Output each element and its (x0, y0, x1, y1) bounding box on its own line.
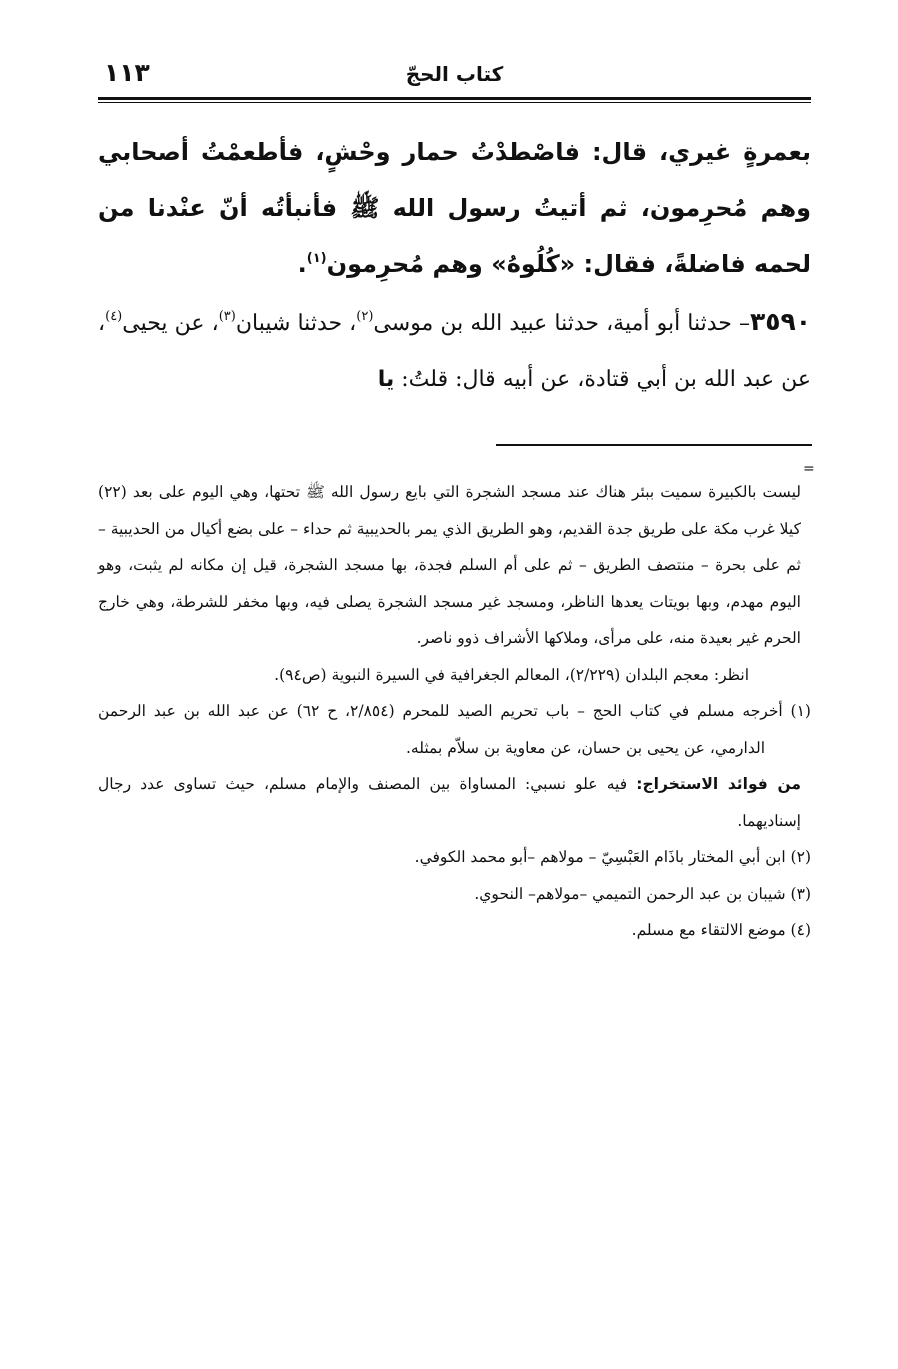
benefits-text: فيه علو نسبي: المساواة بين المصنف والإمام مسلم، حيث تساوى عدد رجال إسناديهما. (98, 775, 801, 830)
footnotes (98, 474, 811, 949)
page-number: ١١٣ (104, 58, 150, 87)
hadith-number: ٣٥٩٠ (749, 307, 811, 336)
footnote-2: (٢) ابن أبي المختار باذَام العَبْسِيّ – مولاهم –أبو محمد الكوفي. (414, 848, 811, 866)
footnote-see-also: انظر: معجم البلدان (٢/٢٢٩)، المعالم الجغرافية في السيرة النبوية (ص٩٤). (274, 665, 749, 684)
hadith-text-c: ، عن يحيى (122, 311, 219, 336)
footnote-divider (496, 444, 812, 446)
continuation-mark: = (803, 461, 815, 477)
main-paragraph-text: بعمرةٍ غيري، قال: فاصْطدْتُ حمار وحْشٍ، فأطعمْتُ أصحابي وهم مُحرِمون، ثم أتيتُ رسول الله ﷺ فأنبأتُه أنّ عنْدنا من لحمه فاضلةً، فقال: «كُلُوهُ» وهم مُحرِمون (98, 138, 811, 278)
footnote-ref-1: (١) (306, 251, 327, 266)
footnote-ref-2: (٢) (356, 309, 374, 324)
hadith-text-a: – حدثنا أبو أمية، حدثنا عبيد الله بن موسى (373, 311, 750, 336)
book-page (98, 56, 815, 1316)
footnote-4: (٤) موضع الالتقاء مع مسلم. (631, 921, 811, 939)
main-paragraph (98, 124, 811, 292)
page-header (98, 56, 811, 94)
hadith-text-b: ، حدثنا شيبان (235, 311, 357, 336)
hadith-paragraph (98, 294, 811, 408)
hadith-text-d: ، عن عبد الله بن أبي قتادة، عن أبيه قال: قلتُ: (98, 311, 811, 392)
book-title: كتاب الحجّ (405, 62, 504, 86)
footnote-ref-3: (٣) (218, 309, 236, 324)
hadith-tail: يا (377, 367, 395, 392)
benefits-label: من فوائد الاستخراج: (636, 775, 801, 793)
footnote-1: (١) أخرجه مسلم في كتاب الحج – باب تحريم الصيد للمحرم (٢/٨٥٤، ح ٦٢) عن عبد الله بن عبد الرحمن الدارمي، عن يحيى بن حسان، عن معاوية بن سلاّم بمثله. (98, 702, 811, 757)
footnote-3: (٣) شيبان بن عبد الرحمن التميمي –مولاهم– النحوي. (474, 884, 811, 903)
footnote-benefits (98, 766, 811, 839)
header-rule (98, 97, 811, 100)
main-paragraph-end: . (297, 250, 307, 278)
footnote-ref-4: (٤) (105, 309, 123, 324)
footnote-continued: ليست بالكبيرة سميت ببئر هناك عند مسجد الشجرة التي بايع رسول الله ﷺ تحتها، وهي اليوم على بعد (٢٢) كيلا غرب مكة على طريق جدة القديم، وهو الطريق الذي يمر بالحديبية ثم حداء – على بضع أكيال من الحديبية – ثم على بحرة – منتصف الطريق – ثم على أم السلم فجدة، بها مسجد الشجرة، قيل إن مكانه لم يثبت، وهو اليوم مهدم، وبها بويتات يعدها الناظر، ومسجد غير مسجد الشجرة يصلى فيه، وبها مخفر للشرطة، وهي خارج الحرم غير بعيدة منه، على مرأى، وملاكها الأشراف ذوو ناصر. (98, 483, 801, 647)
